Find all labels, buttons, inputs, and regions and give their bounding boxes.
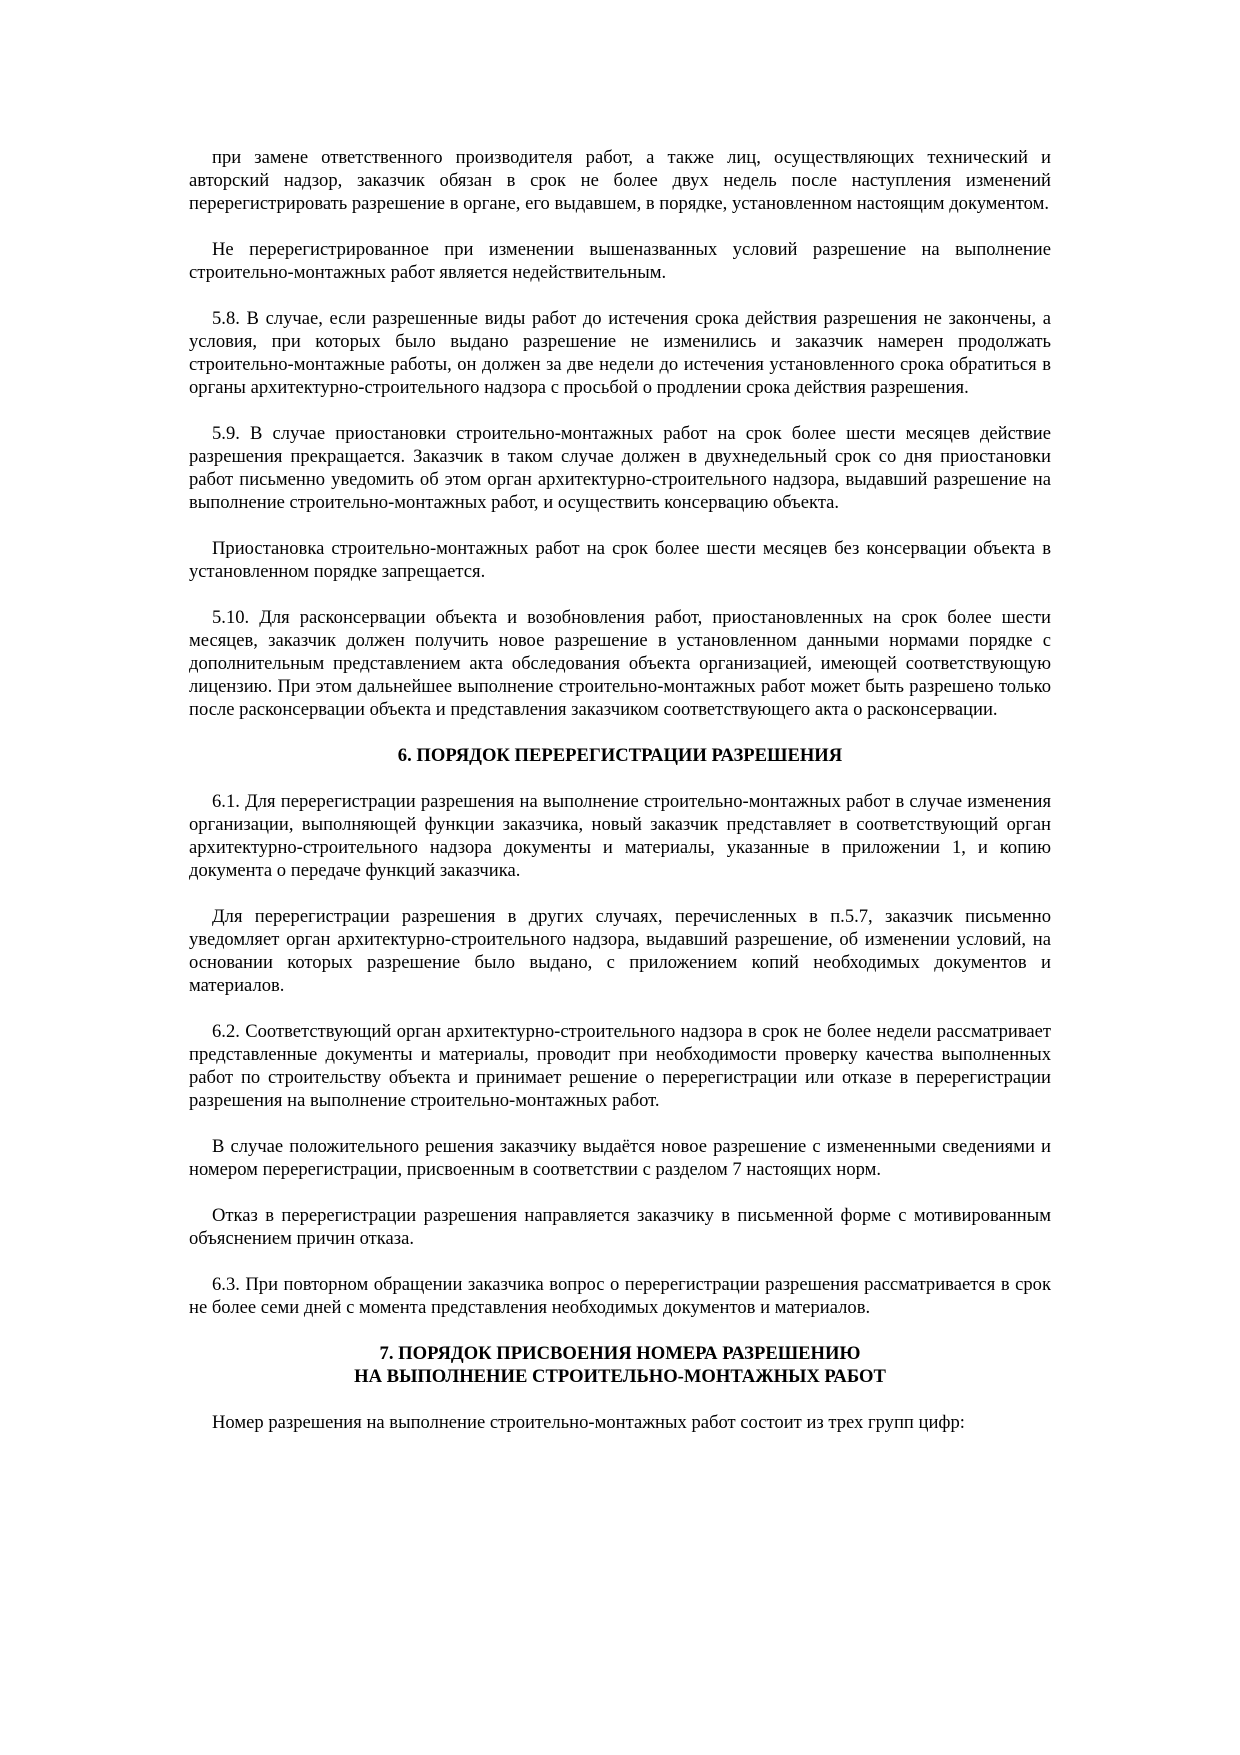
paragraph-5-9: 5.9. В случае приостановки строительно-монтажных работ на срок более шести месяцев действие разрешения прекращается. Заказчик в таком случае должен в двухнедельный срок со дня приостановки работ письменно уведомить об этом орган архитектурно-строительного надзора, выдавший разрешение на выполнение строительно-монтажных работ, и осуществить консервацию объекта.	[189, 423, 1051, 513]
paragraph-6-3: 6.3. При повторном обращении заказчика вопрос о перерегистрации разрешения рассматривается в срок не более семи дней с момента представления необходимых документов и материалов.	[189, 1274, 1051, 1318]
paragraph-reregistration-on-replacement: при замене ответственного производителя работ, а также лиц, осуществляющих технический и авторский надзор, заказчик обязан в срок не более двух недель после наступления изменений перерегистрировать разрешение в органе, его выдавшем, в порядке, установленном настоящим документом.	[189, 147, 1051, 214]
paragraph-invalid-permit: Не перерегистрированное при изменении вышеназванных условий разрешение на выполнение строительно-монтажных работ является недействительным.	[189, 239, 1051, 283]
paragraph-5-8: 5.8. В случае, если разрешенные виды работ до истечения срока действия разрешения не закончены, а условия, при которых было выдано разрешение не изменились и заказчик намерен продолжать строительно-монтажные работы, он должен за две недели до истечения установленного срока обратиться в органы архитектурно-строительного надзора с просьбой о продлении срока действия разрешения.	[189, 308, 1051, 398]
paragraph-6-2: 6.2. Соответствующий орган архитектурно-строительного надзора в срок не более недели рассматривает представленные документы и материалы, проводит при необходимости проверку качества выполненных работ по строительству объекта и принимает решение о перерегистрации или отказе в перерегистрации разрешения на выполнение строительно-монтажных работ.	[189, 1021, 1051, 1111]
section-7-heading-line-2: НА ВЫПОЛНЕНИЕ СТРОИТЕЛЬНО-МОНТАЖНЫХ РАБОТ	[354, 1366, 886, 1387]
section-7-heading-line-1: 7. ПОРЯДОК ПРИСВОЕНИЯ НОМЕРА РАЗРЕШЕНИЮ	[379, 1343, 861, 1364]
paragraph-positive-decision: В случае положительного решения заказчику выдаётся новое разрешение с измененными сведениями и номером перерегистрации, присвоенным в соответствии с разделом 7 настоящих норм.	[189, 1136, 1051, 1180]
paragraph-refusal: Отказ в перерегистрации разрешения направляется заказчику в письменной форме с мотивированным объяснением причин отказа.	[189, 1205, 1051, 1249]
paragraph-5-10: 5.10. Для расконсервации объекта и возобновления работ, приостановленных на срок более шести месяцев, заказчик должен получить новое разрешение в установленном данными нормами порядке с дополнительным представлением акта обследования объекта организацией, имеющей соответствующую лицензию. При этом дальнейшее выполнение строительно-монтажных работ может быть разрешено только после расконсервации объекта и представления заказчиком соответствующего акта о расконсервации.	[189, 607, 1051, 720]
paragraph-6-1: 6.1. Для перерегистрации разрешения на выполнение строительно-монтажных работ в случае изменения организации, выполняющей функции заказчика, новый заказчик представляет в соответствующий орган архитектурно-строительного надзора документы и материалы, указанные в приложении 1, и копию документа о передаче функций заказчика.	[189, 791, 1051, 881]
section-6-heading: 6. ПОРЯДОК ПЕРЕРЕГИСТРАЦИИ РАЗРЕШЕНИЯ	[397, 745, 843, 766]
paragraph-other-cases: Для перерегистрации разрешения в других случаях, перечисленных в п.5.7, заказчик письменно уведомляет орган архитектурно-строительного надзора, выдавший разрешение, об изменении условий, на основании которых разрешение было выдано, с приложением копий необходимых документов и материалов.	[189, 906, 1051, 996]
section-7-heading	[189, 1342, 1051, 1388]
paragraph-permit-number-groups: Номер разрешения на выполнение строительно-монтажных работ состоит из трех групп цифр:	[212, 1412, 965, 1433]
paragraph-suspension-prohibited: Приостановка строительно-монтажных работ на срок более шести месяцев без консервации объекта в установленном порядке запрещается.	[189, 538, 1051, 582]
document-page	[189, 146, 1051, 1434]
